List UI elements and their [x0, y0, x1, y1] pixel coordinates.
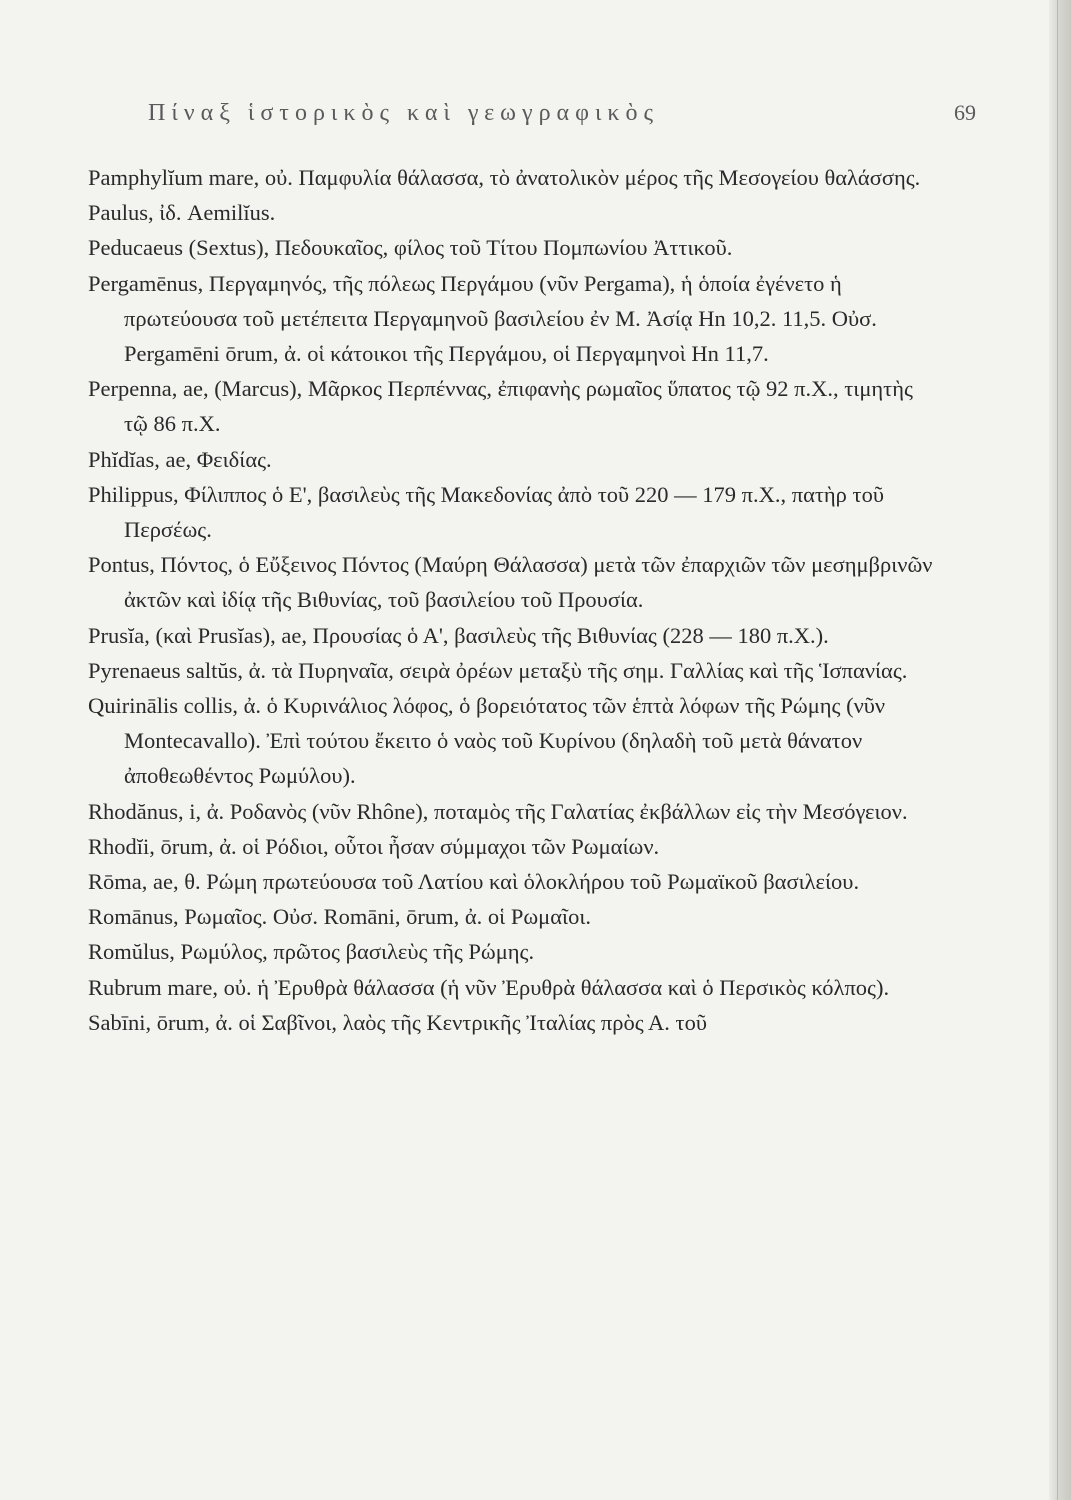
entry-rhodii: Rhodĭi, ōrum, ἀ. οἱ Ρόδιοι, οὗτοι ἦσαν σύμμαχοι τῶν Ρωμαίων.	[88, 833, 660, 859]
entry-paulus: Paulus, ἰδ. Aemilĭus.	[88, 200, 276, 226]
entry-prusia: Prusĭa, (καὶ Prusĭas), ae, Προυσίας ὁ Α', βασιλεὺς τῆς Βιθυνίας (228 — 180 π.Χ.).	[88, 622, 829, 648]
entry-romulus: Romŭlus, Ρωμύλος, πρῶτος βασιλεὺς τῆς Ρώμης.	[88, 939, 535, 965]
entry-sabini: Sabīni, ōrum, ἀ. οἱ Σαβῖνοι, λαὸς τῆς Κεντρικῆς Ἰταλίας πρὸς Α. τοῦ	[88, 1009, 707, 1035]
entry-rhodanus: Rhodănus, i, ἀ. Ροδανὸς (νῦν Rhône), ποταμὸς τῆς Γαλατίας ἐκβάλλων εἰς τὴν Μεσόγειον.	[88, 798, 908, 824]
entry-quirinalis: Quirinālis collis, ἀ. ὁ Κυρινάλιος λόφος, ὁ βορειότατος τῶν ἑπτὰ λόφων τῆς Ρώμης (νῦν Montecavallo). Ἐπὶ τούτου ἔκειτο ὁ ναὸς τοῦ Κυρίνου (δηλαδὴ τοῦ μετὰ θάνατον ἀποθεωθέντος Ρωμύλου).	[88, 693, 886, 789]
page-edge	[1049, 0, 1071, 1500]
entry-romanus: Romānus, Ρωμαῖος. Οὐσ. Romāni, ōrum, ἀ. οἱ Ρωμαῖοι.	[88, 904, 592, 930]
entry-pamphylium: Pamphylĭum mare, οὐ. Παμφυλία θάλασσα, τὸ ἀνατολικὸν μέρος τῆς Μεσογείου θαλάσσης.	[88, 165, 921, 190]
entry-pergamenus: Pergamēnus, Περγαμηνός, τῆς πόλεως Περγάμου (νῦν Pergama), ἡ ὁποία ἐγένετο ἡ πρωτεύουσα τοῦ μετέπειτα Περγαμηνοῦ βασιλείου ἐν Μ. Ἀσίᾳ Ηn 10,2. 11,5. Οὐσ. Pergamēni ōrum, ἀ. οἱ κάτοικοι τῆς Περγάμου, οἱ Περγαμηνοὶ Ηn 11,7.	[88, 270, 877, 367]
running-header	[148, 100, 976, 140]
running-title: Πίναξ ἱστορικὸς καὶ γεωγραφικὸς	[148, 100, 660, 126]
entry-roma: Rōma, ae, θ. Ρώμη πρωτεύουσα τοῦ Λατίου καὶ ὁλοκλήρου τοῦ Ρωμαϊκοῦ βασιλείου.	[88, 869, 860, 895]
entry-phidias: Phĭdĭas, ae, Φειδίας.	[88, 446, 272, 472]
page-edge-line	[1057, 0, 1058, 1500]
entry-peducaeus: Peducaeus (Sextus), Πεδουκαῖος, φίλος τοῦ Τίτου Πομπωνίου Ἀττικοῦ.	[88, 235, 733, 261]
entry-pontus: Pontus, Πόντος, ὁ Εὔξεινος Πόντος (Μαύρη Θάλασσα) μετὰ τῶν ἐπαρχιῶν τῶν μεσημβρινῶν ἀκτῶν καὶ ἰδίᾳ τῆς Βιθυνίας, τοῦ βασιλείου τοῦ Προυσία.	[88, 552, 933, 613]
entry-philippus: Philippus, Φίλιππος ὁ Ε', βασιλεὺς τῆς Μακεδονίας ἀπὸ τοῦ 220 — 179 π.Χ., πατὴρ τοῦ Περσέως.	[88, 481, 884, 543]
index-entries	[88, 160, 940, 1040]
entry-rubrum-mare: Rubrum mare, οὐ. ἡ Ἐρυθρὰ θάλασσα (ἡ νῦν Ἐρυθρὰ θάλασσα καὶ ὁ Περσικὸς κόλπος).	[88, 974, 890, 1000]
page-number: 69	[954, 100, 976, 125]
entry-perpenna: Perpenna, ae, (Marcus), Μᾶρκος Περπέννας, ἐπιφανὴς ρωμαῖος ὕπατος τῷ 92 π.Χ., τιμητὴς τῷ 86 π.Χ.	[88, 376, 913, 437]
entry-pyrenaeus: Pyrenaeus saltŭs, ἀ. τὰ Πυρηναῖα, σειρὰ ὀρέων μεταξὺ τῆς σημ. Γαλλίας καὶ τῆς Ἱσπανίας.	[88, 657, 908, 683]
